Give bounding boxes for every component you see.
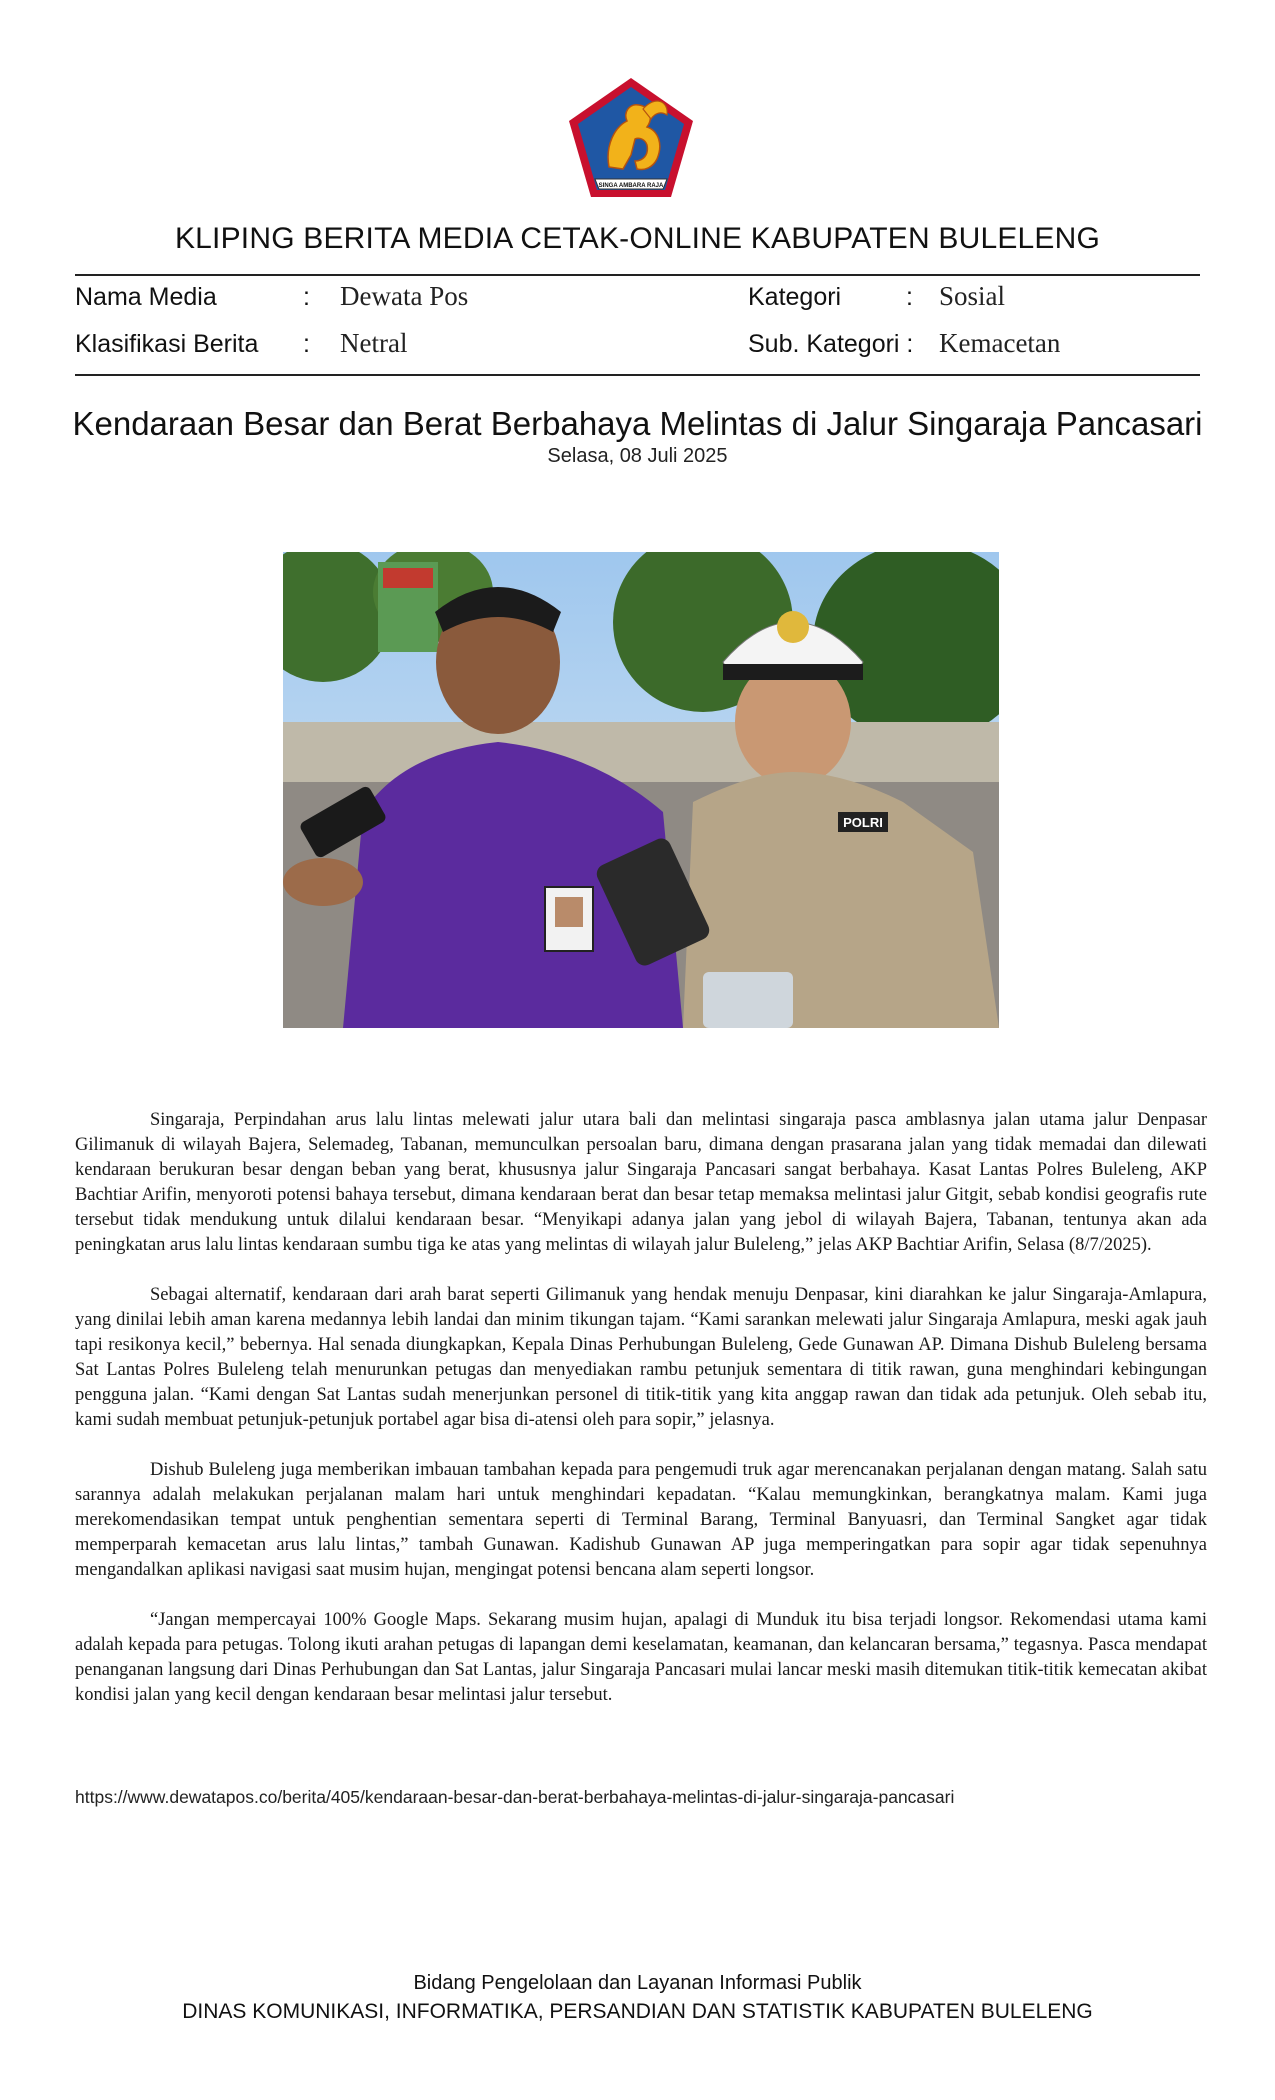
article-title: Kendaraan Besar dan Berat Berbahaya Melintas di Jalur Singaraja Pancasari xyxy=(72,405,1203,442)
nama-media-value: Dewata Pos xyxy=(340,281,469,311)
article-paragraph: Singaraja, Perpindahan arus lalu lintas melewati jalur utara bali dan melintasi singaraja pasca amblasnya jalan utama jalur Denpasar Gilimanuk di wilayah Bajera, Selemadeg, Tabanan, memunculkan persoalan baru, dimana dengan prasarana jalan yang tidak memadai dan dilewati kendaraan berukuran besar dengan beban yang berat, khususnya jalur Singaraja Pancasari sangat berbahaya. Kasat Lantas Polres Buleleng, AKP Bachtiar Arifin, menyoroti potensi bahaya tersebut, dimana kendaraan berat dan besar tetap memaksa melintasi jalur Gitgit, sebab kondisi geografis rute tersebut tidak mendukung untuk dilalui kendaraan besar. “Menyikapi adanya jalan yang jebol di wilayah Bajera, Tabanan, tentunya akan ada peningkatan arus lalu lintas kendaraan sumbu tiga ke atas yang melintas di wilayah jalur Buleleng,” jelas AKP Bachtiar Arifin, Selasa (8/7/2025). xyxy=(75,1110,1207,1255)
article-body xyxy=(75,1108,1207,1733)
nama-media-colon: : xyxy=(303,283,310,311)
article-paragraph: Dishub Buleleng juga memberikan imbauan tambahan kepada para pengemudi truk agar merencanakan perjalanan dengan matang. Salah satu sarannya adalah melakukan perjalanan malam hari untuk menghindari kepadatan. “Kalau memungkinkan, berangkatnya malam. Kami juga merekomendasikan tempat untuk penghentian sementara seperti di Terminal Barang, Terminal Banyuasri, dan Terminal Sangket agar tidak memperparah kemacetan arus lalu lintas,” tambah Gunawan. Kadishub Gunawan AP juga memperingatkan para sopir agar tidak sepenuhnya mengandalkan aplikasi navigasi saat musim hujan, mengingat potensi bencana alam seperti longsor. xyxy=(75,1460,1207,1580)
article-paragraph: Sebagai alternatif, kendaraan dari arah barat seperti Gilimanuk yang hendak menuju Denpasar, kini diarahkan ke jalur Singaraja-Amlapura, yang dinilai lebih aman karena medannya lebih landai dan minim tikungan tajam. “Kami sarankan melewati jalur Singaraja Amlapura, meski agak jauh tapi resikonya kecil,” bebernya. Hal senada diungkapkan, Kepala Dinas Perhubungan Buleleng, Gede Gunawan AP. Dimana Dishub Buleleng bersama Sat Lantas Polres Buleleng telah menurunkan petugas dan menyediakan rambu petunjuk sementara di titik rawan, guna menghindari kebingungan pengguna jalan. “Kami dengan Sat Lantas sudah menerjunkan personel di titik-titik yang kita anggap rawan dan tidak ada petunjuk. Oleh sebab itu, kami sudah membuat petunjuk-petunjuk portabel agar bisa di-atensi oleh para sopir,” jelasnya. xyxy=(75,1285,1207,1430)
article-paragraph: “Jangan mempercayai 100% Google Maps. Sekarang musim hujan, apalagi di Munduk itu bisa terjadi longsor. Rekomendasi utama kami adalah kepada para petugas. Tolong ikuti arahan petugas di lapangan demi keselamatan, keamanan, dan kelancaran bersama,” tegasnya. Pasca mendapat penanganan langsung dari Dinas Perhubungan dan Sat Lantas, jalur Singaraja Pancasari mulai lancar meski masih ditemukan titik-titik kemecatan akibat kondisi jalan yang kecil dengan kendaraan besar melintasi jalur tersebut. xyxy=(75,1610,1207,1705)
klasifikasi-value: Netral xyxy=(340,328,408,358)
article-date: Selasa, 08 Juli 2025 xyxy=(547,445,728,467)
nama-media-label: Nama Media xyxy=(75,283,217,311)
footer-agency: DINAS KOMUNIKASI, INFORMATIKA, PERSANDIAN DAN STATISTIK KABUPATEN BULELENG xyxy=(182,2000,1093,2023)
kategori-label: Kategori xyxy=(748,283,842,311)
sub-kategori-value: Kemacetan xyxy=(939,328,1061,358)
logo-ribbon-text: SINGA AMBARA RAJA xyxy=(598,183,664,189)
kategori-value: Sosial xyxy=(939,281,1006,311)
news-photo xyxy=(283,552,999,1028)
meta-divider xyxy=(75,374,1200,376)
regency-logo xyxy=(565,75,697,200)
footer-division: Bidang Pengelolaan dan Layanan Informasi Publik xyxy=(413,1972,862,1994)
police-badge-text: POLRI xyxy=(843,815,883,830)
lion-emblem-icon xyxy=(565,75,697,200)
top-divider xyxy=(75,274,1200,276)
klasifikasi-colon: : xyxy=(303,330,310,358)
klasifikasi-label: Klasifikasi Berita xyxy=(75,330,259,358)
clipping-header-title: KLIPING BERITA MEDIA CETAK-ONLINE KABUPATEN BULELENG xyxy=(174,222,1101,255)
kategori-colon: : xyxy=(906,283,913,311)
source-url-link[interactable]: https://www.dewatapos.co/berita/405/kendaraan-besar-dan-berat-berbahaya-melintas-di-jalur-singaraja-pancasari xyxy=(75,1787,955,1807)
sub-kategori-label: Sub. Kategori : xyxy=(748,330,914,358)
